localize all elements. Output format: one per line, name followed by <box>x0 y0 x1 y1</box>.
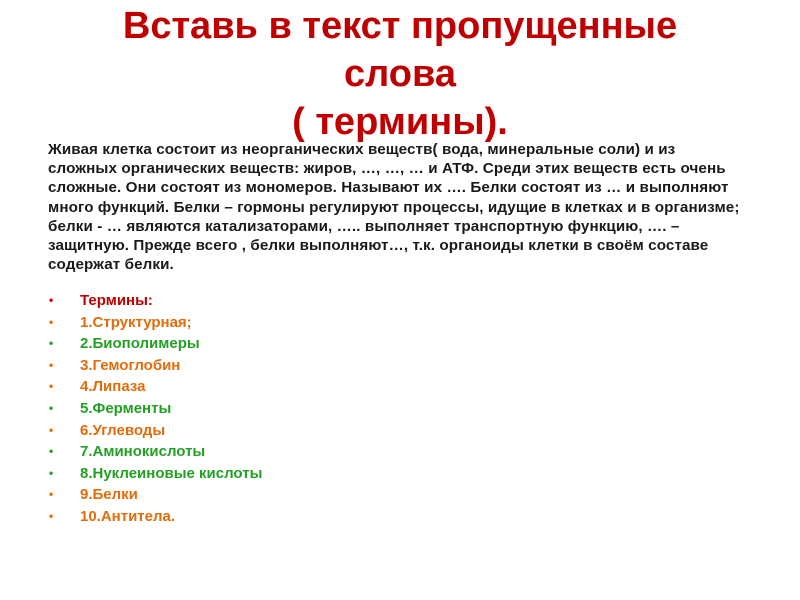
bullet-icon: • <box>49 508 54 523</box>
body-paragraph: Живая клетка состоит из неорганических веществ( вода, минеральные соли) и из сложных органических веществ: жиров, …, …, … и АТФ. Среди этих веществ есть очень сложные. Они состоят из мономеров. Называют их …. Белки состоят из … и выполняют много функций. Белки – гормоны регулируют процессы, идущие в клетках и в организме; белки - … являются катализаторами, ….. выполняет транспортную функцию, …. – защитную. Прежде всего , белки выполняют…, т.к. органоиды клетки в своём составе содержат белки. <box>48 141 740 274</box>
term-item <box>48 355 648 377</box>
bullet-icon: • <box>49 487 54 502</box>
bullet-icon: • <box>49 400 54 415</box>
title-line-3: ( термины). <box>292 101 508 143</box>
term-label: 1.Структурная; <box>80 313 192 331</box>
term-label: 9.Белки <box>80 486 138 504</box>
term-item <box>48 333 648 355</box>
term-label: 8.Нуклеиновые кислоты <box>80 464 263 482</box>
bullet-icon: • <box>49 357 54 372</box>
terms-list <box>48 290 648 528</box>
bullet-icon: • <box>49 465 54 480</box>
term-label: 4.Липаза <box>80 378 146 396</box>
terms-header-label: Термины: <box>80 292 153 309</box>
term-label: 7.Аминокислоты <box>80 443 206 461</box>
term-label: 6.Углеводы <box>80 421 166 439</box>
term-label: 5.Ферменты <box>80 399 172 417</box>
term-item <box>48 398 648 420</box>
term-item <box>48 506 648 528</box>
title-line-1: Вставь в текст пропущенные <box>122 5 678 47</box>
term-label: 10.Антитела. <box>80 507 176 525</box>
title-line-2: слова <box>344 53 456 95</box>
term-item <box>48 420 648 442</box>
terms-header <box>48 290 648 312</box>
term-item <box>48 376 648 398</box>
term-label: 2.Биополимеры <box>80 335 200 353</box>
bullet-icon: • <box>49 336 54 351</box>
term-label: 3.Гемоглобин <box>80 356 181 374</box>
bullet-icon: • <box>49 422 54 437</box>
bullet-icon: • <box>49 293 54 307</box>
bullet-icon: • <box>49 379 54 394</box>
term-item <box>48 484 648 506</box>
term-item <box>48 441 648 463</box>
term-item <box>48 463 648 485</box>
term-item <box>48 312 648 334</box>
bullet-icon: • <box>49 314 54 329</box>
bullet-icon: • <box>49 444 54 459</box>
slide-title <box>40 2 760 146</box>
